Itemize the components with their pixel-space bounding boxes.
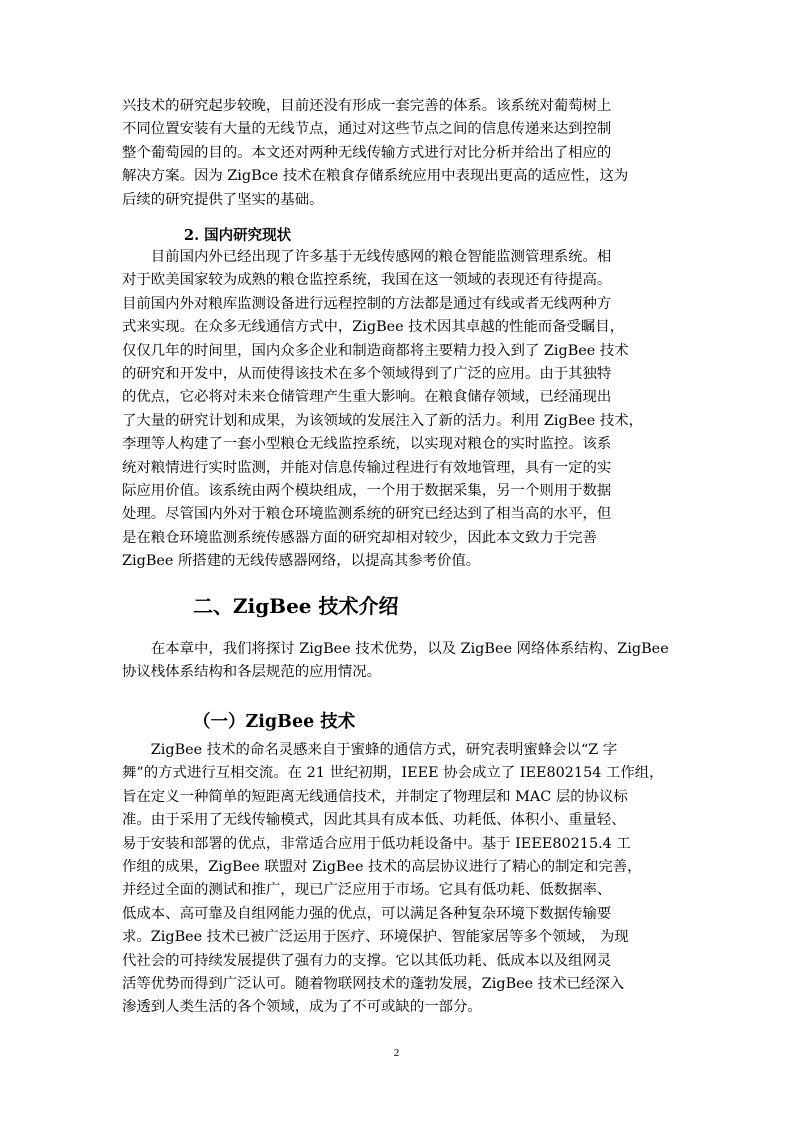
text-line: 后续的研究提供了坚实的基础。 [122, 191, 324, 208]
text-line: 协议栈体系结构和各层规范的应用情况。 [122, 664, 382, 681]
chapter-intro-paragraph [122, 638, 702, 685]
text-line: 式来实现。在众多无线通信方式中，ZigBee 技术因其卓越的性能而备受瞩目， [122, 319, 625, 336]
text-line: 代社会的可持续发展提供了强有力的支撑。它以其低功耗、低成本以及组网灵 [122, 952, 612, 969]
text-line: 处理。尽管国内外对于粮仓环境监测系统的研究已经达到了相当高的水平，但 [122, 506, 612, 523]
text-line: 旨在定义一种简单的短距离无线通信技术，并制定了物理层和 MAC 层的协议标 [122, 788, 628, 805]
page-number: 2 [393, 1047, 400, 1059]
text-line: 解决方案。因为 ZigBce 技术在粮食存储系统应用中表现出更高的适应性，这为 [122, 168, 629, 185]
text-line: 目前国内外已经出现了许多基于无线传感网的粮仓智能监测管理系统。相 [122, 249, 612, 265]
text-line: 了大量的研究计划和成果，为该领域的发展注入了新的活力。利用 ZigBee 技术， [122, 412, 644, 429]
zigbee-section-paragraph [122, 739, 702, 1020]
text-line: 准。由于采用了无线传输模式，因此其具有成本低、功耗低、体积小、重量轻、 [122, 812, 626, 829]
heading-domestic-research: 2. 国内研究现状 [184, 227, 292, 244]
text-line: 际应用价值。该系统由两个模块组成，一个用于数据采集，另一个则用于数据 [122, 483, 612, 500]
text-line: 求。ZigBee 技术已被广泛运用于医疗、环境保护、智能家居等多个领域， 为现 [122, 929, 629, 946]
text-line: 作组的成果，ZigBee 联盟对 ZigBee 技术的高层协议进行了精心的制定和完善， [122, 859, 642, 876]
text-line: 目前国内外对粮库监测设备进行远程控制的方法都是通过有线或者无线两种方 [122, 295, 612, 312]
text-line: 的优点，它必将对未来仓储管理产生重大影响。在粮食储存领域，已经涌现出 [122, 389, 612, 406]
text-line: 不同位置安装有大量的无线节点，通过对这些节点之间的信息传递来达到控制 [122, 121, 612, 138]
intro-paragraph [122, 95, 702, 212]
text-line: 活等优势而得到广泛认可。随着物联网技术的蓬勃发展，ZigBee 技术已经深入 [122, 976, 625, 993]
domestic-research-paragraph [122, 246, 702, 574]
text-line: 舞”的方式进行互相交流。在 21 世纪初期，IEEE 协会成立了 IEE802154 工作组， [122, 765, 664, 782]
chapter-heading: 二、ZigBee 技术介绍 [193, 594, 399, 618]
text-line: 低成本、高可靠及自组网能力强的优点，可以满足各种复杂环境下数据传输要 [122, 905, 612, 922]
text-line: 仅仅几年的时间里，国内众多企业和制造商都将主要精力投入到了 ZigBee 技术 [122, 342, 629, 359]
text-line: 渗透到人类生活的各个领域，成为了不可或缺的一部分。 [122, 999, 482, 1016]
text-line: 并经过全面的测试和推广，现已广泛应用于市场。它具有低功耗、低数据率、 [122, 882, 612, 899]
text-line: 统对粮情进行实时监测，并能对信息传输过程进行有效地管理，具有一定的实 [122, 459, 612, 476]
text-line: 整个葡萄园的目的。本文还对两种无线传输方式进行对比分析并给出了相应的 [122, 144, 612, 161]
text-line: ZigBee 技术的命名灵感来自于蜜蜂的通信方式，研究表明蜜蜂会以“Z 字 [122, 742, 618, 758]
text-line: 的研究和开发中，从而使得该技术在多个领域得到了广泛的应用。由于其独特 [122, 366, 612, 383]
text-line: 在本章中，我们将探讨 ZigBee 技术优势，以及 ZigBee 网络体系结构、ZigBee [122, 641, 669, 657]
section-heading: （一）ZigBee 技术 [193, 712, 356, 732]
text-line: 对于欧美国家较为成熟的粮仓监控系统，我国在这一领域的表现还有待提高。 [122, 272, 612, 289]
text-line: 李理等人构建了一套小型粮仓无线监控系统，以实现对粮仓的实时监控。该系 [122, 436, 612, 453]
text-line: ZigBee 所搭建的无线传感器网络，以提高其参考价值。 [122, 553, 481, 570]
text-line: 是在粮仓环境监测系统传感器方面的研究却相对较少，因此本文致力于完善 [122, 529, 597, 546]
text-line: 易于安装和部署的优点，非常适合应用于低功耗设备中。基于 IEEE80215.4 工 [122, 835, 631, 852]
text-line: 兴技术的研究起步较晚，目前还没有形成一套完善的体系。该系统对葡萄树上 [122, 98, 612, 114]
